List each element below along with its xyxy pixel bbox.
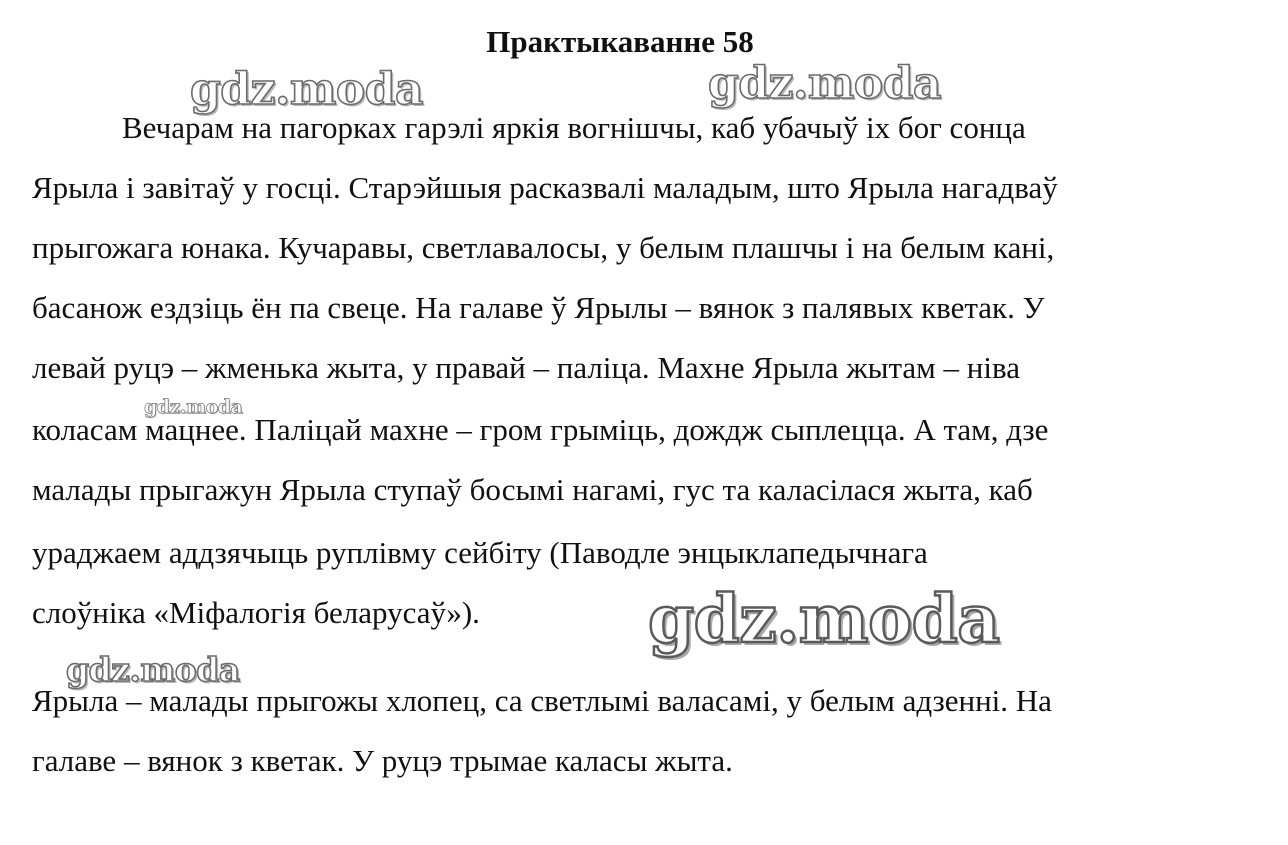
text-line-5: левай руцэ – жменька жыта, у правай – паліца. Махне Ярыла жытам – ніва bbox=[32, 350, 1020, 385]
page-title: Практыкаванне 58 bbox=[486, 24, 754, 59]
text-line-2: Ярыла і завітаў у госці. Старэйшыя расказвалі маладым, што Ярыла нагадваў bbox=[32, 170, 1058, 205]
text-line-1: Вечарам на пагорках гарэлі яркія вогнішчы, каб убачыў іх бог сонца bbox=[122, 110, 1026, 145]
watermark-logo: gdz.moda bbox=[66, 650, 240, 689]
text-line-9: слоўніка «Міфалогія беларусаў»). bbox=[32, 595, 480, 630]
text-line-7: малады прыгажун Ярыла ступаў босымі нагамі, гус та каласілася жыта, каб bbox=[32, 472, 1033, 507]
watermark-logo: gdz.moda bbox=[648, 580, 1000, 658]
answer-line-2: галаве – вянок з кветак. У руцэ трымае каласы жыта. bbox=[32, 743, 733, 778]
text-line-3: прыгожага юнака. Кучаравы, светлавалосы, у белым плашчы і на белым кані, bbox=[32, 230, 1055, 265]
text-line-4: басанож ездзіць ён па свеце. На галаве ў Ярылы – вянок з палявых кветак. У bbox=[32, 290, 1045, 325]
text-line-8: ураджаем аддзячыць руплівму сейбіту (Паводле энцыклапедычнага bbox=[32, 535, 928, 570]
watermark-logo: gdz.moda bbox=[144, 396, 243, 418]
answer-line-1: Ярыла – малады прыгожы хлопец, са светлымі валасамі, у белым адзенні. На bbox=[32, 683, 1052, 718]
text-line-6: коласам мацнее. Паліцай махне – гром грыміць, дождж сыплецца. А там, дзе bbox=[32, 412, 1049, 447]
watermark-logo: gdz.moda bbox=[190, 64, 424, 115]
watermark-logo: gdz.moda bbox=[708, 58, 942, 109]
